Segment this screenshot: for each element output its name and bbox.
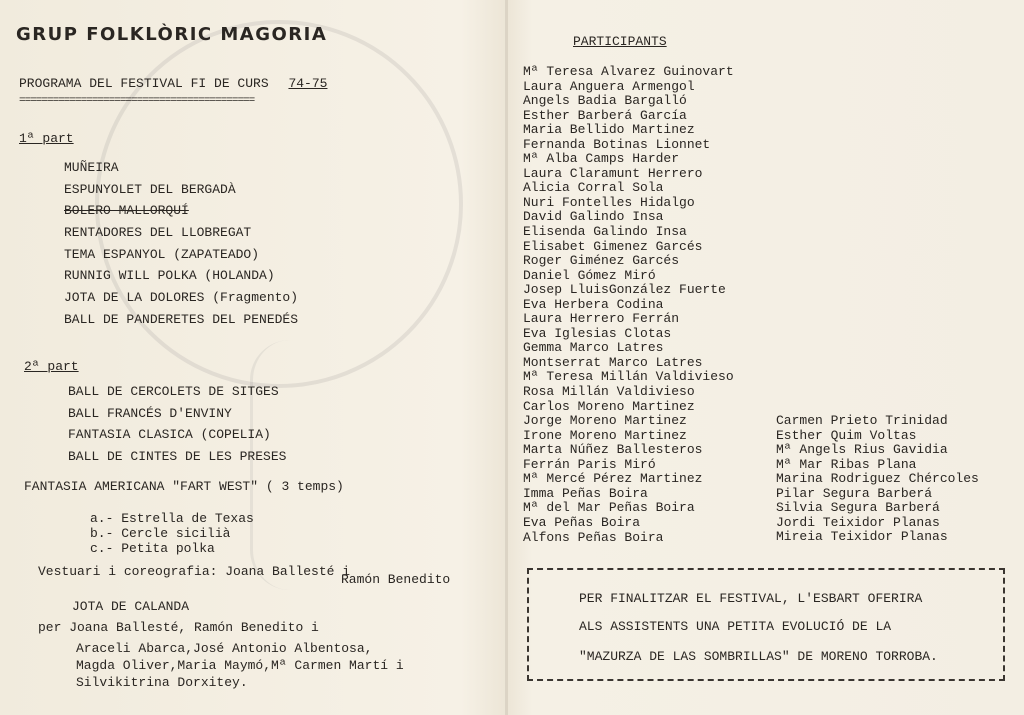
program-item: BALL FRANCÉS D'ENVINY [68,405,232,421]
participant: Mª Angels Rius Gavidia [776,442,948,458]
closing-note-box [527,568,1005,681]
closing-note-line-1: PER FINALITZAR EL FESTIVAL, L'ESBART OFERIRA [579,591,923,606]
program-item: BALL DE PANDERETES DEL PENEDÉS [64,311,299,327]
program-item: BALL DE CINTES DE LES PRESES [68,449,287,465]
part1-heading: 1ª part [19,131,74,146]
costume-credit: Vestuari i coreografia: Joana Ballesté i [38,564,351,579]
participant: Jordi Teixidor Planas [776,514,940,530]
costume-credit-name: Ramón Benedito [341,572,451,587]
program-item: BALL DE CERCOLETS DE SITGES [68,384,279,399]
jota-title: JOTA DE CALANDA [72,599,190,614]
participant: Esther Quim Voltas [776,427,917,443]
participant: Eva Herbera Codina [523,296,664,312]
participant: Nuri Fontelles Hidalgo [523,194,695,210]
participant: David Galindo Insa [523,209,664,225]
group-name: GRUP FOLKLÒRIC MAGORIA [16,24,328,45]
participant: Mª del Mar Peñas Boira [523,500,695,516]
part1-list [64,157,298,331]
participants-column-2 [776,414,979,545]
participant: Pilar Segura Barberá [776,485,933,501]
participant: Daniel Gómez Miró [523,267,656,283]
participant: Ferrán Paris Miró [523,456,656,472]
program-item: JOTA DE LA DOLORES (Fragmento) [64,290,299,306]
participant: Carlos Moreno Martinez [523,398,695,414]
program-item: RENTADORES DEL LLOBREGAT [64,225,252,241]
participant: Mª Alba Camps Harder [523,151,680,167]
participant: Rosa Millán Valdivieso [523,384,695,400]
participants-column-1 [523,65,734,545]
jota-names-2: Magda Oliver,Maria Maymó,Mª Carmen Martí i [76,658,404,673]
program-item: FANTASIA CLASICA (COPELIA) [68,427,271,443]
program-item: ESPUNYOLET DEL BERGADÀ [64,181,236,197]
part2-list [68,381,286,468]
participant: Elisenda Galindo Insa [523,224,687,240]
participant: Eva Iglesias Clotas [523,325,672,341]
program-item: BOLERO MALLORQUÍ [64,203,189,219]
program-title-text: PROGRAMA DEL FESTIVAL FI DE CURS [19,76,269,91]
participant: Elisabet Gimenez Garcés [523,238,703,254]
closing-note-line-2: ALS ASSISTENTS UNA PETITA EVOLUCIÓ DE LA [579,619,892,634]
fantasia-title: FANTASIA AMERICANA "FART WEST" ( 3 temps) [24,479,344,494]
participant: Fernanda Botinas Lionnet [523,136,711,152]
participant: Carmen Prieto Trinidad [776,413,948,428]
fantasia-sub-b: b.- Cercle sicilià [90,526,231,541]
participant: Maria Bellido Martinez [523,122,695,138]
closing-note-line-3: "MAZURZA DE LAS SOMBRILLAS" DE MORENO TORROBA. [579,649,938,664]
program-item: MUÑEIRA [64,160,119,175]
jota-names-1: Araceli Abarca,José Antonio Albentosa, [76,641,373,656]
participant: Alfons Peñas Boira [523,529,664,545]
participant: Laura Anguera Armengol [523,78,695,94]
participant: Eva Peñas Boira [523,514,641,530]
jota-names-3: Silvikitrina Dorxitey. [76,675,248,690]
participant: Alicia Corral Sola [523,180,664,196]
participant: Montserrat Marco Latres [523,354,703,370]
participant: Marina Rodriguez Chércoles [776,471,979,487]
program-season: 74-75 [288,76,328,91]
program-item: RUNNIG WILL POLKA (HOLANDA) [64,268,275,284]
participant: Mª Mar Ribas Plana [776,456,917,472]
participant: Laura Herrero Ferrán [523,311,680,327]
participants-heading: PARTICIPANTS [573,34,667,49]
program-item: TEMA ESPANYOL (ZAPATEADO) [64,246,260,262]
fantasia-sub-a: a.- Estrella de Texas [90,511,254,526]
participant: Josep LluisGonzález Fuerte [523,282,726,298]
participant: Roger Giménez Garcés [523,253,680,269]
participant: Jorge Moreno Martinez [523,413,687,429]
participant: Irone Moreno Martinez [523,427,687,443]
title-rule: ========================================== [19,95,255,107]
participant: Silvia Segura Barberá [776,500,940,516]
participant: Gemma Marco Latres [523,340,664,356]
participant: Mª Teresa Alvarez Guinovart [523,64,734,79]
center-fold [505,0,508,715]
participant: Esther Barberá García [523,107,687,123]
fantasia-sub-c: c.- Petita polka [90,541,215,556]
jota-credit: per Joana Ballesté, Ramón Benedito i [38,620,319,635]
participant: Mª Teresa Millán Valdivieso [523,369,734,385]
participant: Angels Badia Bargalló [523,93,687,109]
part2-heading: 2ª part [24,359,79,374]
participant: Imma Peñas Boira [523,485,648,501]
participant: Mª Mercé Pérez Martinez [523,471,703,487]
participant: Marta Núñez Ballesteros [523,442,703,458]
program-title [19,77,327,91]
participant: Laura Claramunt Herrero [523,165,703,181]
participant: Mireia Teixidor Planas [776,529,948,545]
